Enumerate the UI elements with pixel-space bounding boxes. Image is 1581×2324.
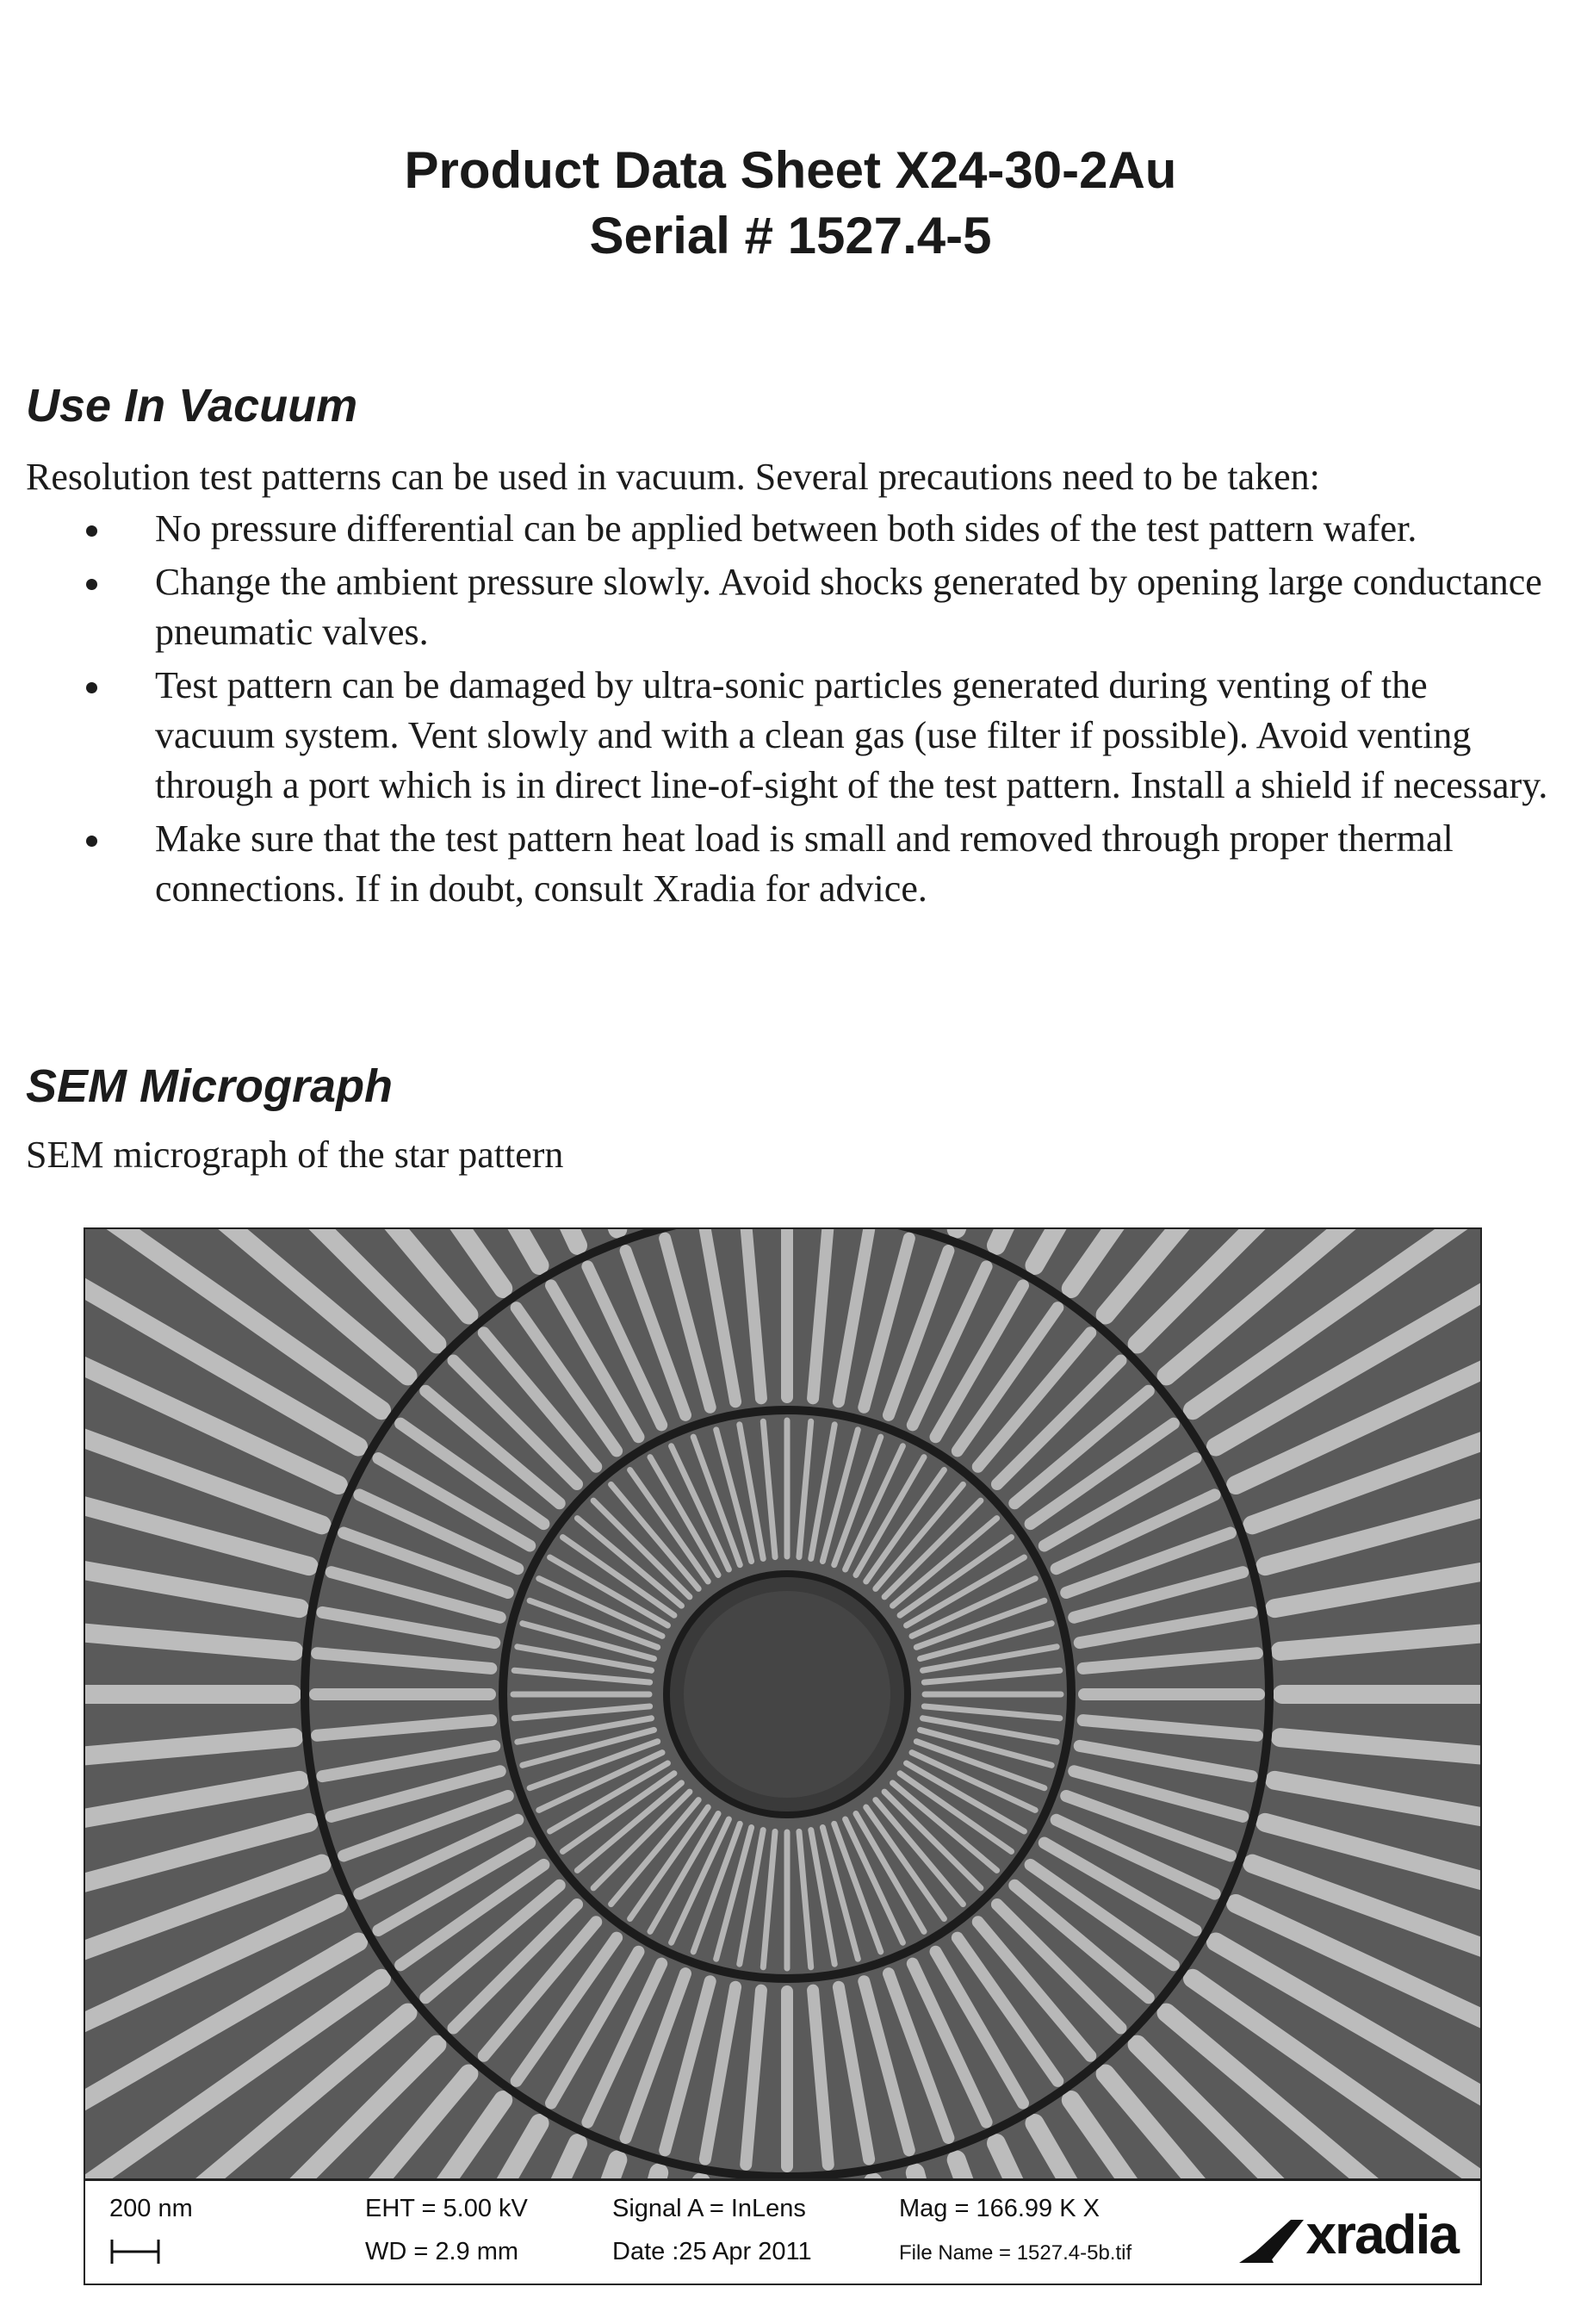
page-title: Product Data Sheet X24-30-2Au xyxy=(404,141,1177,199)
list-item: Test pattern can be damaged by ultra-sonic particles generated during venting of the vacuum system. Vent slowly and with a clean gas (use filter if possible). Avoid venting through a port which is in direct line-of-sight of the test pattern. Install a shield if necessary. xyxy=(86,661,1550,811)
wd-value: WD = 2.9 mm xyxy=(365,2238,519,2265)
signal-value: Signal A = InLens xyxy=(612,2195,806,2222)
bullet-icon xyxy=(86,682,97,693)
list-item: Make sure that the test pattern heat load is small and removed through proper thermal connections. If in doubt, consult Xradia for advice. xyxy=(86,814,1550,914)
scale-label: 200 nm xyxy=(109,2195,193,2222)
list-item: Change the ambient pressure slowly. Avoid shocks generated by opening large conductance pneumatic valves. xyxy=(86,557,1550,657)
section-heading-vacuum: Use In Vacuum xyxy=(26,380,358,432)
bullet-icon xyxy=(86,579,97,590)
vacuum-precautions-list xyxy=(86,504,1550,917)
xradia-logo: xradia xyxy=(1305,2203,1458,2265)
sem-info-bar xyxy=(85,2178,1480,2284)
date-value: Date :25 Apr 2011 xyxy=(612,2238,812,2265)
serial-number: Serial # 1527.4-5 xyxy=(589,207,992,264)
file-name: File Name = 1527.4-5b.tif xyxy=(899,2241,1132,2265)
vacuum-intro: Resolution test patterns can be used in vacuum. Several precautions need to be taken: xyxy=(26,456,1320,498)
bullet-icon xyxy=(86,525,97,537)
document-header xyxy=(0,138,1581,269)
scale-bar-icon xyxy=(109,2236,161,2267)
star-pattern-image xyxy=(85,1229,1480,2180)
eht-value: EHT = 5.00 kV xyxy=(365,2195,528,2222)
section-heading-sem: SEM Micrograph xyxy=(26,1060,394,1112)
mag-value: Mag = 166.99 K X xyxy=(899,2195,1100,2222)
list-item: No pressure differential can be applied between both sides of the test pattern wafer. xyxy=(86,504,1550,554)
sem-caption: SEM micrograph of the star pattern xyxy=(26,1134,564,1176)
sem-micrograph xyxy=(84,1227,1482,2285)
xradia-logo-icon xyxy=(1239,2215,1308,2267)
bullet-icon xyxy=(86,836,97,847)
